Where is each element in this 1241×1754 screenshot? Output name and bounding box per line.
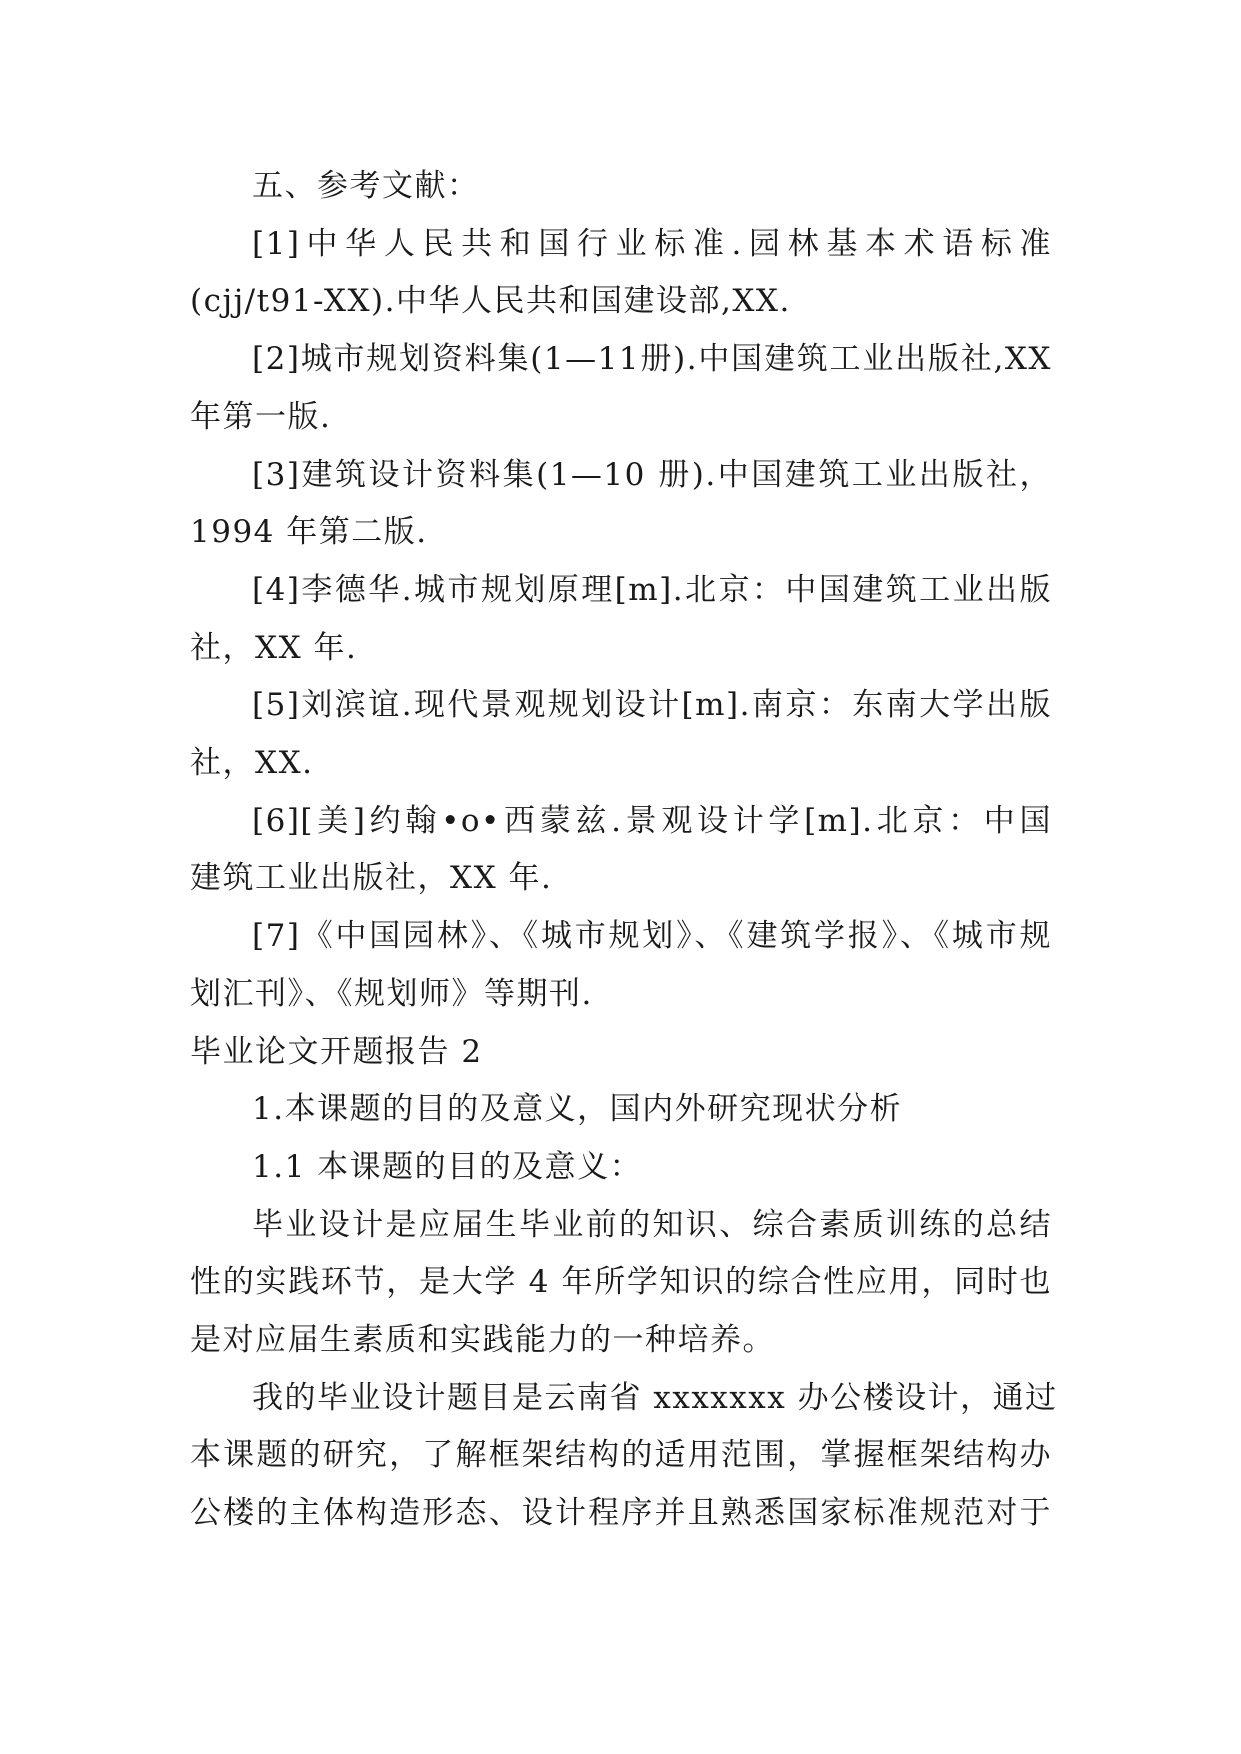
paragraph-purpose xyxy=(190,1197,1052,1255)
reference-item-2 xyxy=(190,331,1052,389)
document-body xyxy=(190,158,1058,1543)
paragraph-line: 本课题的研究，了解框架结构的适用范围，掌握框架结构办 xyxy=(190,1437,1052,1474)
report-title: 毕业论文开题报告 2 xyxy=(190,1033,483,1070)
reference-item-5 xyxy=(190,677,1052,735)
reference-line: 划汇刊》、《规划师》等期刊. xyxy=(190,975,593,1012)
paragraph-line: 公楼的主体构造形态、设计程序并且熟悉国家标准规范对于 xyxy=(190,1495,1052,1532)
paragraph-line: 毕业设计是应届生毕业前的知识、综合素质训练的总结 xyxy=(252,1206,1052,1243)
reference-line: [6][美]约翰•o•西蒙兹.景观设计学[m].北京：中国 xyxy=(252,802,1052,839)
reference-item-4 xyxy=(190,562,1052,620)
section-heading-references: 五、参考文献： xyxy=(252,168,480,204)
reference-line: [5]刘滨谊.现代景观规划设计[m].南京：东南大学出版 xyxy=(252,687,1052,724)
reference-line: 年第一版. xyxy=(190,398,332,435)
reference-line: 建筑工业出版社，XX 年. xyxy=(190,860,553,897)
reference-line: [2]城市规划资料集(1—11册).中国建筑工业出版社,XX xyxy=(252,341,1052,378)
reference-item-1 xyxy=(190,216,1052,274)
reference-item-3-continued xyxy=(190,504,1052,562)
paragraph-topic xyxy=(190,1370,1058,1428)
heading-1: 1.本课题的目的及意义，国内外研究现状分析 xyxy=(252,1091,903,1128)
reference-line: [7]《中国园林》、《城市规划》、《建筑学报》、《城市规 xyxy=(252,918,1052,955)
reference-item-5-continued xyxy=(190,735,1052,793)
reference-line: 1994 年第二版. xyxy=(190,514,428,551)
heading-1-1: 1.1 本课题的目的及意义： xyxy=(252,1148,643,1185)
reference-line: [4]李德华.城市规划原理[m].北京：中国建筑工业出版 xyxy=(252,571,1052,608)
paragraph-purpose-continued xyxy=(190,1254,1052,1369)
reference-item-2-continued xyxy=(190,389,1052,447)
reference-line: [1]中华人民共和国行业标准.园林基本术语标准 xyxy=(252,225,1052,262)
reference-item-6 xyxy=(190,793,1052,851)
paragraph-line: 我的毕业设计题目是云南省 xxxxxxx 办公楼设计，通过 xyxy=(252,1379,1058,1416)
paragraph-topic-continued xyxy=(190,1427,1052,1542)
reference-item-6-continued xyxy=(190,850,1052,908)
reference-item-4-continued xyxy=(190,620,1052,678)
reference-item-7 xyxy=(190,908,1052,966)
reference-item-7-continued xyxy=(190,966,1052,1024)
reference-line: 社，XX 年. xyxy=(190,629,358,666)
reference-item-1-continued xyxy=(190,273,1052,331)
reference-item-3 xyxy=(190,447,1052,505)
reference-line: (cjj/t91-XX).中华人民共和国建设部,XX. xyxy=(190,283,791,320)
reference-line: 社，XX. xyxy=(190,745,314,782)
reference-line: [3]建筑设计资料集(1—10 册).中国建筑工业出版社， xyxy=(252,456,1052,493)
paragraph-line: 是对应届生素质和实践能力的一种培养。 xyxy=(190,1322,775,1359)
paragraph-line: 性的实践环节，是大学 4 年所学知识的综合性应用，同时也 xyxy=(190,1264,1052,1301)
